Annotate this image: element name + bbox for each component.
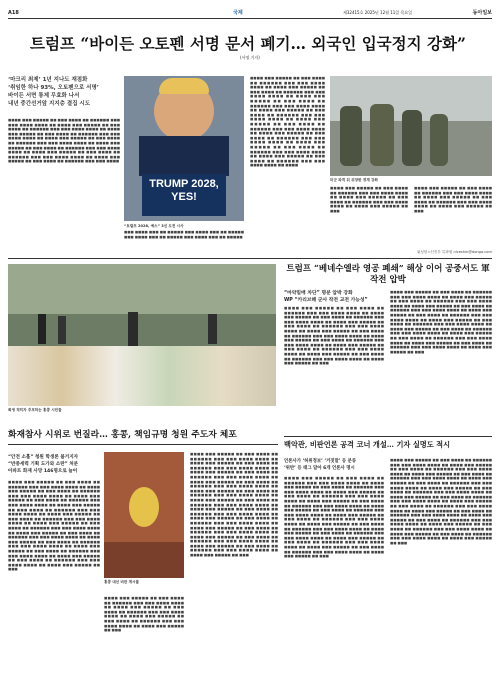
lead-body-col5: ■■■■ ■■■ ■■■■■ ■■ ■■■ ■■■■ ■■ ■■■■■■ ■■■ ■■■ ■■■■ ■■■■ ■■ ■■■■ ■■■ ■■■■■ ■■ ■■■ ■■■■ ■■ ■■■■■■ ■■■ ■■■ ■■■■ ■■■■ ■■ ■■■■ ■■■ ■■■■■ ■■ ■■■ (414, 186, 492, 213)
hk-memorial-photo (8, 264, 276, 406)
flower-emblem (129, 487, 159, 527)
wh-body-col1: ■■■■ ■■■ ■■■■■ ■■ ■■■ ■■■■ ■■ ■■■■■■ ■■■ ■■■ ■■■■ ■■■■ ■■ ■■■■ ■■■ ■■■■■ ■■ ■■■ ■■■■ ■■ ■■■■■■ ■■■ ■■■ ■■■■ ■■■■ ■■ ■■■■ ■■■ ■■■■■ ■■ ■■■ ■■■■ ■■ ■■■■■■ ■■■ ■■■ ■■■■ ■■■■ ■■ ■■■■ ■■■ ■■■■■ ■■ ■■■ ■■■■ ■■ ■■■■■■ ■■■ ■■■ ■■■■ ■■■■ ■■ ■■■■ ■■■ ■■■■■ ■■ ■■■ ■■■■ ■■ ■■■■■■ ■■■ ■■■ ■■■■ ■■■■ ■■ ■■■■ ■■■ ■■■■■ ■■ ■■■ ■■■■ ■■ ■■■■■■ ■■■ ■■■ ■■■■ ■■■■ ■■ ■■■■ ■■■ ■■■■■ ■■ ■■■ ■■■■ ■■ ■■■■■■ ■■■ ■■■ ■■■■ ■■■■ ■■ ■■■■ ■■■ ■■■■■ ■■ ■■■ ■■■■ ■■ ■■■■■■ ■■■ ■■■ ■■■■ ■■■■ ■■ ■■■■ ■■■ ■■■■■ ■■ ■■■ ■■■■ ■■ ■■■■■■ ■■■ ■■■ ■■■■ ■■■■ ■■ ■■■■ ■■■ ■■■■■ ■■ ■■■ ■■■■ ■■ ■■■■■■ ■■■ ■■■ ■■■■ ■■■■ ■■ ■■■■ ■■■ ■■■■■ ■■ ■■■ (284, 476, 384, 559)
wh-side-heads (284, 458, 384, 472)
wh-side-1: 언론사가 ‘허위정보’ ‘거짓말’ 등 분류 (284, 459, 357, 464)
venezuela-body-col1: ■■■■ ■■■ ■■■■■ ■■ ■■■ ■■■■ ■■ ■■■■■■ ■■■ ■■■ ■■■■ ■■■■ ■■ ■■■■ ■■■ ■■■■■ ■■ ■■■ ■■■■ ■■ ■■■■■■ ■■■ ■■■ ■■■■ ■■■■ ■■ ■■■■ ■■■ ■■■■■ ■■ ■■■ ■■■■ ■■ ■■■■■■ ■■■ ■■■ ■■■■ ■■■■ ■■ ■■■■ ■■■ ■■■■■ ■■ ■■■ ■■■■ ■■ ■■■■■■ ■■■ ■■■ ■■■■ ■■■■ ■■ ■■■■ ■■■ ■■■■■ ■■ ■■■ ■■■■ ■■ ■■■■■■ ■■■ ■■■ ■■■■ ■■■■ ■■ ■■■■ ■■■ ■■■■■ ■■ ■■■ ■■■■ ■■ ■■■■■■ ■■■ ■■■ ■■■■ ■■■■ ■■ ■■■■ ■■■ ■■■■■ ■■ ■■■ ■■■■ ■■ ■■■■■■ ■■■ ■■■ ■■■■ ■■■■ ■■ ■■■■ ■■■ ■■■■■ ■■ ■■■ (284, 306, 384, 366)
hk-side-1: “안전 소홀” 청원 학생론 붙거지자 (8, 455, 79, 460)
hk-body-col2: ■■■■ ■■■ ■■■■■ ■■ ■■■ ■■■■ ■■ ■■■■■■ ■■■ ■■■ ■■■■ ■■■■ ■■ ■■■■ ■■■ ■■■■■ ■■ ■■■ ■■■■ ■■ ■■■■■■ ■■■ ■■■ ■■■■ ■■■■ ■■ ■■■■ ■■■ ■■■■■ ■■ ■■■ ■■■■ ■■ ■■■■■■ ■■■ ■■■ ■■■■ ■■■■ ■■ ■■■■ ■■■ ■■■■■ ■■ ■■■ (104, 596, 184, 633)
soldiers-caption (330, 178, 492, 183)
divider-1 (8, 258, 492, 259)
trump-caption-body: ■■■ ■■■■ ■■■ ■■ ■■■■■ ■■■ ■■■■ ■■■ ■■ ■■■■■ ■■■ ■■■■ ■■■ ■■ ■■■■■ ■■■ ■■■■ ■■■ ■■ ■■■■■ (124, 230, 244, 239)
hair-shape (159, 78, 209, 94)
venezuela-headline: 트럼프 “베네수엘라 영공 폐쇄” 해상 이어 공중서도 軍작전 압박 (286, 264, 490, 285)
wh-body-col2: ■■■■ ■■■ ■■■■■ ■■ ■■■ ■■■■ ■■ ■■■■■■ ■■■ ■■■ ■■■■ ■■■■ ■■ ■■■■ ■■■ ■■■■■ ■■ ■■■ ■■■■ ■■ ■■■■■■ ■■■ ■■■ ■■■■ ■■■■ ■■ ■■■■ ■■■ ■■■■■ ■■ ■■■ ■■■■ ■■ ■■■■■■ ■■■ ■■■ ■■■■ ■■■■ ■■ ■■■■ ■■■ ■■■■■ ■■ ■■■ ■■■■ ■■ ■■■■■■ ■■■ ■■■ ■■■■ ■■■■ ■■ ■■■■ ■■■ ■■■■■ ■■ ■■■ ■■■■ ■■ ■■■■■■ ■■■ ■■■ ■■■■ ■■■■ ■■ ■■■■ ■■■ ■■■■■ ■■ ■■■ ■■■■ ■■ ■■■■■■ ■■■ ■■■ ■■■■ ■■■■ ■■ ■■■■ ■■■ ■■■■■ ■■ ■■■ ■■■■ ■■ ■■■■■■ ■■■ ■■■ ■■■■ ■■■■ ■■ ■■■■ ■■■ ■■■■■ ■■ ■■■ ■■■■ ■■ ■■■■■■ ■■■ ■■■ ■■■■ ■■■■ ■■ ■■■■ ■■■ ■■■■■ ■■ ■■■ ■■■■ ■■ ■■■■■■ ■■■ ■■■ ■■■■ ■■■■ ■■ ■■■■ ■■■ ■■■■■ ■■ ■■■ ■■■■ ■■ ■■■■■■ ■■■ ■■■ ■■■■ ■■■■ ■■ ■■■■ ■■■ ■■■■■ ■■ ■■■ ■■■■ ■■ ■■■■■■ ■■■ ■■■ ■■■■ ■■■■ ■■ ■■■■ ■■■ ■■■■■ ■■ ■■■ (390, 458, 492, 545)
lead-body-col1: ■■■■ ■■■ ■■■■■ ■■ ■■■ ■■■■ ■■ ■■■■■■ ■■■ ■■■ ■■■■ ■■■■ ■■ ■■■■ ■■■ ■■■■■ ■■ ■■■ ■■■■ ■■ ■■■■■■ ■■■ ■■■ ■■■■ ■■■■ ■■ ■■■■ ■■■ ■■■■■ ■■ ■■■ ■■■■ ■■ ■■■■■■ ■■■ ■■■ ■■■■ ■■■■ ■■ ■■■■ ■■■ ■■■■■ ■■ ■■■ ■■■■ ■■ ■■■■■■ ■■■ ■■■ ■■■■ ■■■■ ■■ ■■■■ ■■■ ■■■■■ ■■ ■■■ ■■■■ ■■ ■■■■■■ ■■■ ■■■ ■■■■ ■■■■ ■■ ■■■■ ■■■ ■■■■■ ■■ ■■■ ■■■■ ■■ ■■■■■■ ■■■ ■■■ ■■■■ ■■■■ ■■ ■■■■ ■■■ ■■■■■ ■■ ■■■ ■■■■ ■■ ■■■■■■ ■■■ ■■■ ■■■■ (8, 118, 120, 164)
hk-post-caption (104, 580, 184, 585)
issue-info: 제32415호 2025년 12월 11일 목요일 (343, 10, 413, 15)
lead-sub: (서명 기자) (240, 55, 260, 60)
page-number: A18 (8, 10, 19, 16)
pedestal (104, 542, 184, 578)
page-header (8, 8, 492, 19)
hk-side-3: 아파트 화재 사망 146명으로 늘어 (8, 469, 78, 474)
person-1 (38, 314, 46, 344)
side-head-2: ‘취임한 하나 93%, 오토펜으로 서명’ (8, 85, 99, 91)
soldier-3 (402, 110, 422, 166)
soldier-2 (370, 104, 394, 166)
venezuela-side-1: “마약밀매 차단” 명분 압박 강화 (284, 291, 353, 296)
person-3 (128, 312, 138, 346)
lead-byline: 워싱턴=신진우 특파원 niceshin@donga.com (416, 250, 492, 254)
side-head-4: 내년 중간선거앞 지지층 결집 시도 (8, 101, 91, 107)
person-4 (208, 314, 217, 344)
lead-body-col3: ■■■■ ■■■ ■■■■■ ■■ ■■■ ■■■■ ■■ ■■■■■■ ■■■ ■■■ ■■■■ ■■■■ ■■ ■■■■ ■■■ ■■■■■ ■■ ■■■ ■■■■ ■■ ■■■■■■ ■■■ ■■■ ■■■■ ■■■■ ■■ ■■■■ ■■■ ■■■■■ ■■ ■■■ ■■■■ ■■ ■■■■■■ ■■■ ■■■ ■■■■ ■■■■ ■■ ■■■■ ■■■ ■■■■■ ■■ ■■■ ■■■■ ■■ ■■■■■■ ■■■ ■■■ ■■■■ ■■■■ ■■ ■■■■ ■■■ ■■■■■ ■■ ■■■ ■■■■ ■■ ■■■■■■ ■■■ ■■■ ■■■■ ■■■■ ■■ ■■■■ ■■■ ■■■■■ ■■ ■■■ ■■■■ ■■ ■■■■■■ ■■■ ■■■ ■■■■ ■■■■ ■■ ■■■■ ■■■ ■■■■■ ■■ ■■■ ■■■■ ■■ ■■■■■■ ■■■ ■■■ ■■■■ ■■■■ ■■ ■■■■ ■■■ ■■■■■ ■■ ■■■ ■■■■ ■■ ■■■■■■ ■■■ ■■■ ■■■■ ■■■■ ■■ ■■■■ (250, 76, 325, 168)
divider-2 (8, 444, 278, 445)
soldier-1 (340, 106, 362, 166)
trump-2028-sign: TRUMP 2028, YES! (142, 174, 226, 216)
side-head-1: ‘마크리 최제’ 1년 지나도 재점화 (8, 77, 88, 83)
hk-headline: 화재참사 시위로 번질라… 홍콩, 책임규명 청원 주도자 체포 (8, 430, 237, 440)
lead-headline: 트럼프 “바이든 오토펜 서명 문서 폐기… 외국인 입국정지 강화” (30, 34, 466, 53)
soldiers-photo (330, 76, 492, 176)
trump-photo-caption: “트럼프 2028, 예스” 3선 도전 시사 (124, 224, 184, 228)
hk-body-col1: ■■■■ ■■■ ■■■■■ ■■ ■■■ ■■■■ ■■ ■■■■■■ ■■■ ■■■ ■■■■ ■■■■ ■■ ■■■■ ■■■ ■■■■■ ■■ ■■■ ■■■■ ■■ ■■■■■■ ■■■ ■■■ ■■■■ ■■■■ ■■ ■■■■ ■■■ ■■■■■ ■■ ■■■ ■■■■ ■■ ■■■■■■ ■■■ ■■■ ■■■■ ■■■■ ■■ ■■■■ ■■■ ■■■■■ ■■ ■■■ ■■■■ ■■ ■■■■■■ ■■■ ■■■ ■■■■ ■■■■ ■■ ■■■■ ■■■ ■■■■■ ■■ ■■■ ■■■■ ■■ ■■■■■■ ■■■ ■■■ ■■■■ ■■■■ ■■ ■■■■ ■■■ ■■■■■ ■■ ■■■ ■■■■ ■■ ■■■■■■ ■■■ ■■■ ■■■■ ■■■■ ■■ ■■■■ ■■■ ■■■■■ ■■ ■■■ ■■■■ ■■ ■■■■■■ ■■■ ■■■ ■■■■ ■■■■ ■■ ■■■■ ■■■ ■■■■■ ■■ ■■■ ■■■■ ■■ ■■■■■■ ■■■ ■■■ ■■■■ ■■■■ ■■ ■■■■ ■■■ ■■■■■ ■■ ■■■ ■■■■ ■■ ■■■■■■ ■■■ ■■■ ■■■■ ■■■■ ■■ ■■■■ ■■■ ■■■■■ ■■ ■■■ ■■■■ ■■ ■■■■■■ ■■■ ■■■ ■■■■ ■■■■ ■■ ■■■■ ■■■ ■■■■■ ■■ ■■■ (8, 480, 100, 572)
wh-side-2: ‘위반’ 등 태그 달아 6개 언론사 명시 (284, 466, 355, 471)
flowers-area (8, 346, 276, 406)
section-label: 국제 (233, 10, 243, 16)
trump-photo (124, 76, 244, 221)
hk-post-photo (104, 452, 184, 578)
hk-photo-caption-title: 희생 적히자 추모하는 홍콩 시민들 (8, 408, 62, 412)
wh-headline: 백악관, 비판언론 공격 코너 개설… 기자 실명도 적시 (284, 440, 451, 449)
soldiers-caption-title: 미군 파격 뒤 위장한 경계 강화 (330, 178, 378, 182)
person-2 (58, 316, 66, 344)
divider-3 (284, 436, 492, 437)
hk-post-caption-title: 홍콩 대선 비판 게시물 (104, 580, 139, 584)
hk-side-2: “반중세력 기획 도가와 소란” 처분 (8, 462, 79, 467)
hk-photo-caption (8, 408, 276, 413)
suit-shape (139, 136, 229, 176)
paper-name: 동아일보 (472, 10, 492, 16)
trees-area (8, 264, 276, 314)
hk-body-col3: ■■■■ ■■■ ■■■■■ ■■ ■■■ ■■■■ ■■ ■■■■■■ ■■■ ■■■ ■■■■ ■■■■ ■■ ■■■■ ■■■ ■■■■■ ■■ ■■■ ■■■■ ■■ ■■■■■■ ■■■ ■■■ ■■■■ ■■■■ ■■ ■■■■ ■■■ ■■■■■ ■■ ■■■ ■■■■ ■■ ■■■■■■ ■■■ ■■■ ■■■■ ■■■■ ■■ ■■■■ ■■■ ■■■■■ ■■ ■■■ ■■■■ ■■ ■■■■■■ ■■■ ■■■ ■■■■ ■■■■ ■■ ■■■■ ■■■ ■■■■■ ■■ ■■■ ■■■■ ■■ ■■■■■■ ■■■ ■■■ ■■■■ ■■■■ ■■ ■■■■ ■■■ ■■■■■ ■■ ■■■ ■■■■ ■■ ■■■■■■ ■■■ ■■■ ■■■■ ■■■■ ■■ ■■■■ ■■■ ■■■■■ ■■ ■■■ ■■■■ ■■ ■■■■■■ ■■■ ■■■ ■■■■ ■■■■ ■■ ■■■■ ■■■ ■■■■■ ■■ ■■■ ■■■■ ■■ ■■■■■■ ■■■ ■■■ ■■■■ ■■■■ ■■ ■■■■ ■■■ ■■■■■ ■■ ■■■ ■■■■ ■■ ■■■■■■ ■■■ ■■■ ■■■■ ■■■■ ■■ ■■■■ ■■■ ■■■■■ ■■ ■■■ ■■■■ ■■ ■■■■■■ ■■■ ■■■ ■■■■ ■■■■ ■■ ■■■■ ■■■ ■■■■■ ■■ ■■■ ■■■■ ■■ ■■■■■■ ■■■ ■■■ ■■■■ ■■■■ ■■ ■■■■ ■■■ ■■■■■ ■■ ■■■ (190, 452, 278, 558)
venezuela-body-col2: ■■■■ ■■■ ■■■■■ ■■ ■■■ ■■■■ ■■ ■■■■■■ ■■■ ■■■ ■■■■ ■■■■ ■■ ■■■■ ■■■ ■■■■■ ■■ ■■■ ■■■■ ■■ ■■■■■■ ■■■ ■■■ ■■■■ ■■■■ ■■ ■■■■ ■■■ ■■■■■ ■■ ■■■ ■■■■ ■■ ■■■■■■ ■■■ ■■■ ■■■■ ■■■■ ■■ ■■■■ ■■■ ■■■■■ ■■ ■■■ ■■■■ ■■ ■■■■■■ ■■■ ■■■ ■■■■ ■■■■ ■■ ■■■■ ■■■ ■■■■■ ■■ ■■■ ■■■■ ■■ ■■■■■■ ■■■ ■■■ ■■■■ ■■■■ ■■ ■■■■ ■■■ ■■■■■ ■■ ■■■ ■■■■ ■■ ■■■■■■ ■■■ ■■■ ■■■■ ■■■■ ■■ ■■■■ ■■■ ■■■■■ ■■ ■■■ ■■■■ ■■ ■■■■■■ ■■■ ■■■ ■■■■ ■■■■ ■■ ■■■■ ■■■ ■■■■■ ■■ ■■■ ■■■■ ■■ ■■■■■■ ■■■ ■■■ ■■■■ ■■■■ ■■ ■■■■ ■■■ ■■■■■ ■■ ■■■ (390, 290, 492, 354)
venezuela-side-2: WP “카리브해 군사 작전 교전 가능성” (284, 298, 368, 303)
lead-side-headlines (8, 76, 104, 108)
soldier-4 (430, 114, 448, 166)
lead-body-col4: ■■■■ ■■■ ■■■■■ ■■ ■■■ ■■■■ ■■ ■■■■■■ ■■■ ■■■ ■■■■ ■■■■ ■■ ■■■■ ■■■ ■■■■■ ■■ ■■■ ■■■■ ■■ ■■■■■■ ■■■ ■■■ ■■■■ ■■■■ ■■ ■■■■ ■■■ ■■■■■ ■■ ■■■ (330, 186, 408, 213)
hk-side-heads (8, 454, 98, 475)
side-head-3: 바이든 서면 통제 무효화 나서 (8, 93, 80, 99)
